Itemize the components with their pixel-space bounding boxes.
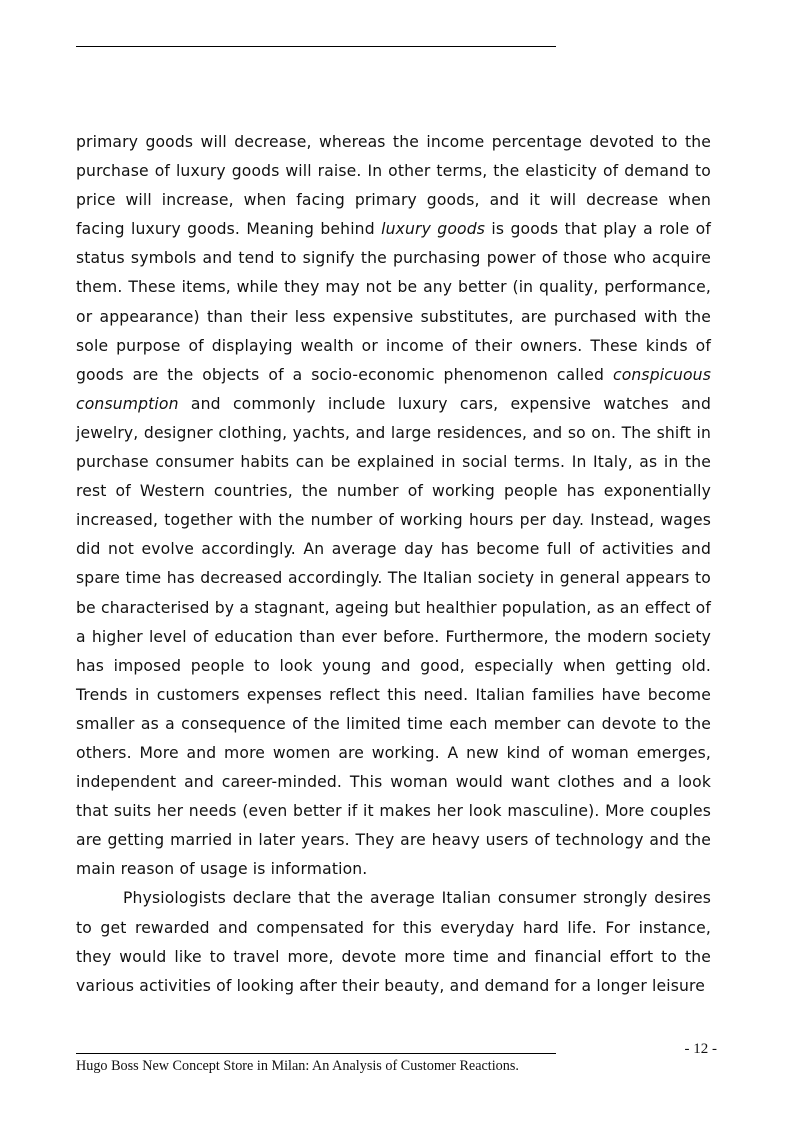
footer-rule	[76, 1053, 556, 1054]
footer-title: Hugo Boss New Concept Store in Milan: An Analysis of Customer Reactions.	[76, 1058, 519, 1074]
term-luxury-goods: luxury goods	[381, 220, 486, 239]
term-conspicuous-consumption: conspicuous consumption	[76, 365, 711, 413]
body-paragraph-2: Physiologists declare that the average Italian consumer strongly desires to get rewarded and compensated for this everyday hard life. For instance, they would like to travel more, devote more time and financial effort to the various activities of looking after their beauty, and demand for a longer leisure	[76, 889, 711, 995]
page-number: - 12 -	[684, 1041, 717, 1057]
paragraph-1-text-b: is goods that play a role of status symbols and tend to signify the purchasing power of those who acquire them. These items, while they may not be any better (in quality, performance, or appearance) than their less expensive substitutes, are purchased with the sole purpose of displaying wealth or income of their owners. These kinds of goods are the objects of a socio-economic phenomenon called	[76, 220, 711, 384]
body-paragraph-1	[76, 128, 711, 884]
page-body	[76, 128, 711, 1001]
paragraph-1-text-a: primary goods will decrease, whereas the income percentage devoted to the purchase of luxury goods will raise. In other terms, the elasticity of demand to price will increase, when facing primary goods, and it will decrease when facing luxury goods. Meaning behind	[76, 133, 711, 239]
paragraph-1-text-c: and commonly include luxury cars, expensive watches and jewelry, designer clothing, yachts, and large residences, and so on. The shift in purchase consumer habits can be explained in social terms. In Italy, as in the rest of Western countries, the number of working people has exponentially increased, together with the number of working hours per day. Instead, wages did not evolve accordingly. An average day has become full of activities and spare time has decreased accordingly. The Italian society in general appears to be characterised by a stagnant, ageing but healthier population, as an effect of a higher level of education than ever before. Furthermore, the modern society has imposed people to look young and good, especially when getting old. Trends in customers expenses reflect this need. Italian families have become smaller as a consequence of the limited time each member can devote to the others. More and more women are working. A new kind of woman emerges, independent and career-minded. This woman would want clothes and a look that suits her needs (even better if it makes her look masculine). More couples are getting married in later years. They are heavy users of technology and the main reason of usage is information.	[76, 394, 711, 879]
header-rule	[76, 46, 556, 47]
